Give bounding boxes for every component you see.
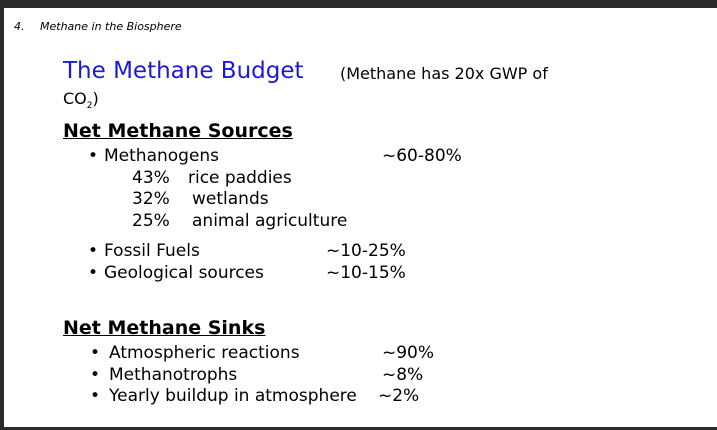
breakdown-label-rice: rice paddies	[188, 168, 292, 188]
sink-value-methanotrophs: ~8%	[382, 365, 424, 385]
sink-label-methanotrophs: Methanotrophs	[109, 365, 238, 385]
co2-subscript: 2	[86, 101, 93, 112]
sink-label-atmospheric: Atmospheric reactions	[109, 343, 300, 363]
breakdown-label-animal: animal agriculture	[192, 211, 348, 231]
sources-heading: Net Methane Sources	[63, 120, 293, 142]
bullet-icon: •	[90, 386, 101, 406]
breakdown-pct-wetlands: 32%	[132, 189, 170, 209]
bullet-icon: •	[90, 365, 101, 385]
slide-title: The Methane Budget	[63, 58, 304, 84]
gwp-note-continued	[63, 89, 99, 111]
bullet-icon: •	[88, 263, 99, 283]
source-label-methanogens: Methanogens	[104, 146, 220, 166]
source-label-geological: Geological sources	[104, 263, 264, 283]
section-number: 4.	[14, 20, 25, 33]
breakdown-pct-animal: 25%	[132, 211, 170, 231]
sink-value-atmospheric: ~90%	[382, 343, 435, 363]
sink-value-buildup: ~2%	[378, 386, 420, 406]
source-value-geological: ~10-15%	[326, 263, 406, 283]
sink-label-buildup: Yearly buildup in atmosphere	[109, 386, 357, 406]
bullet-icon: •	[88, 241, 99, 261]
section-title: Methane in the Biosphere	[40, 20, 182, 33]
source-value-fossil: ~10-25%	[326, 241, 406, 261]
breakdown-label-wetlands: wetlands	[192, 189, 269, 209]
bullet-icon: •	[88, 146, 99, 166]
co2-text: CO	[63, 89, 87, 108]
source-label-fossil: Fossil Fuels	[104, 241, 200, 261]
gwp-note: (Methane has 20x GWP of	[340, 64, 548, 83]
sinks-heading: Net Methane Sinks	[63, 317, 266, 339]
breakdown-pct-rice: 43%	[132, 168, 170, 188]
source-value-methanogens: ~60-80%	[382, 146, 462, 166]
note-close-paren: )	[92, 89, 99, 108]
bullet-icon: •	[90, 343, 101, 363]
